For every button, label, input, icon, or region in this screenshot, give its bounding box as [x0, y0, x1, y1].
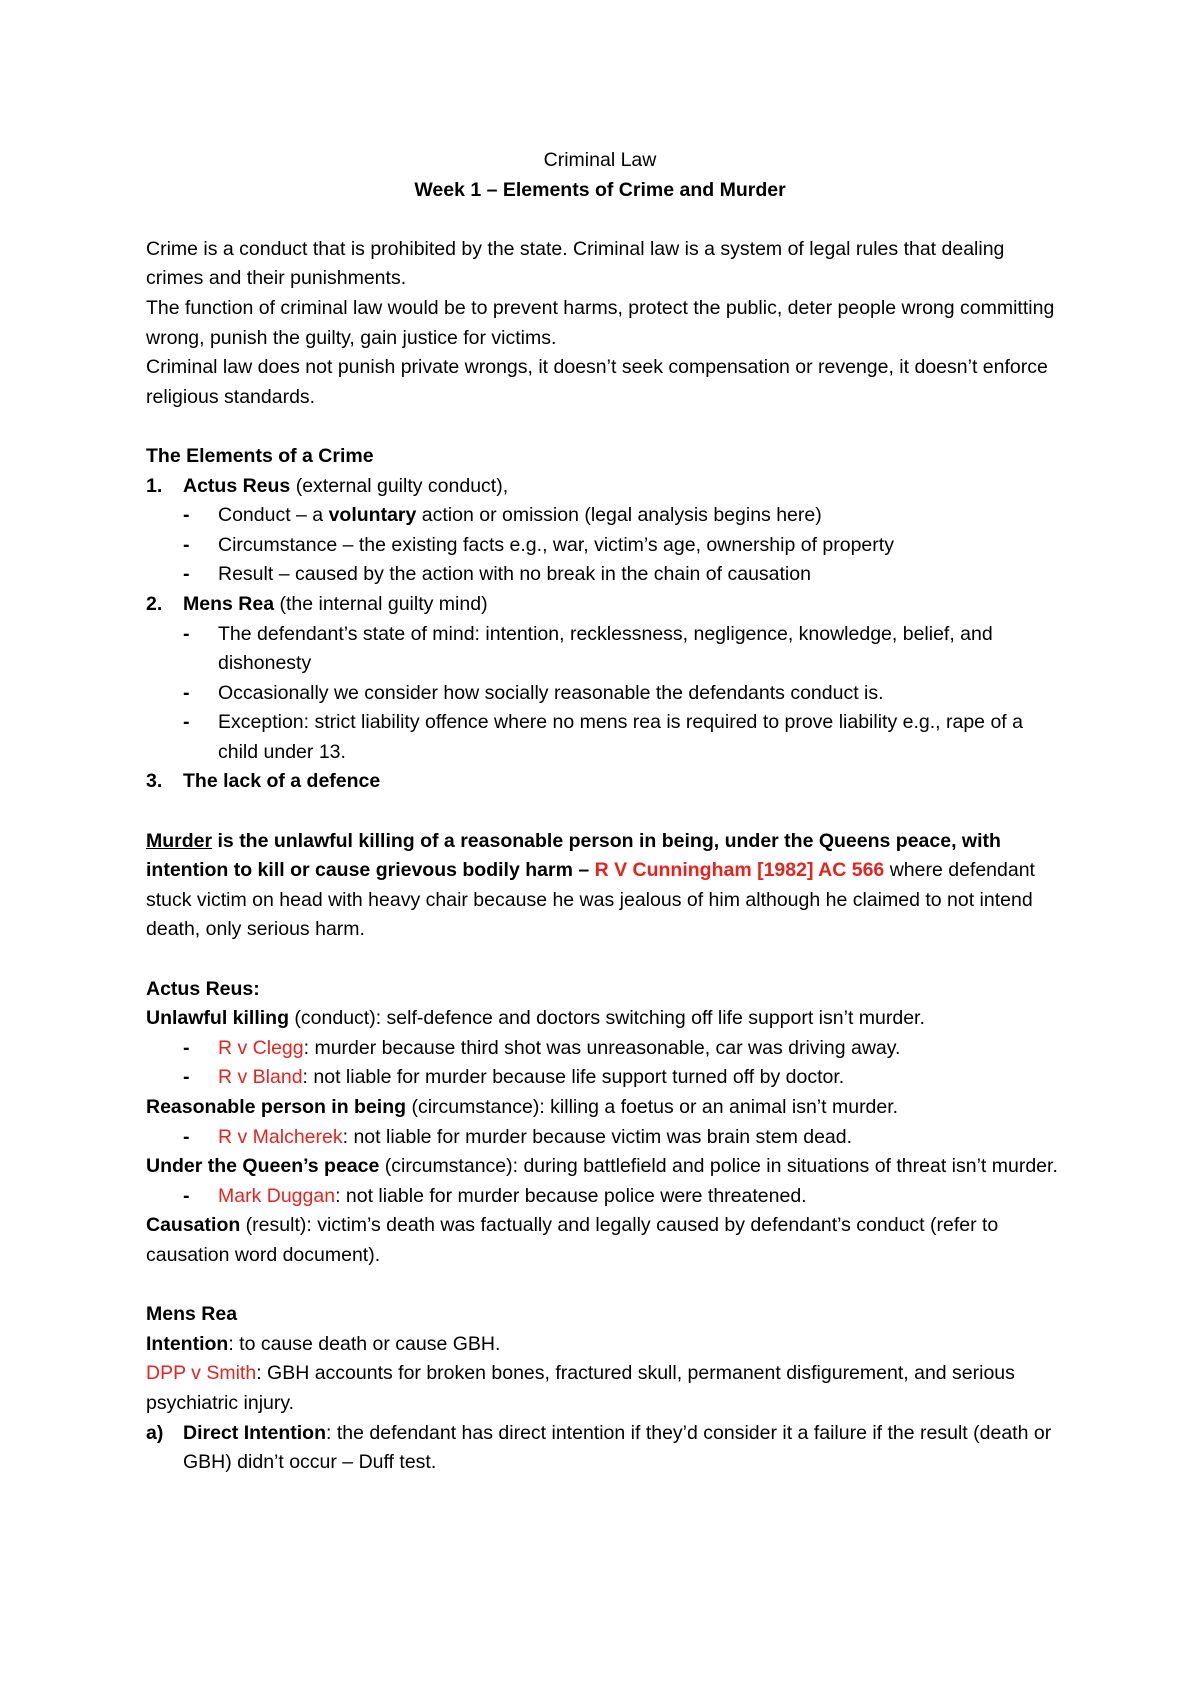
list-letter: a) — [146, 1421, 164, 1444]
case-reference: R v Malcherek — [218, 1125, 343, 1148]
intro-paragraph-3: Criminal law does not punish private wrongs, it doesn’t seek compensation or revenge, it doesn’t enforce religious standards. — [146, 356, 1048, 408]
bullet-item: - Circumstance – the existing facts e.g., war, victim’s age, ownership of property — [183, 533, 894, 556]
case-bullet: - R v Clegg: murder because third shot was unreasonable, car was driving away. — [183, 1036, 901, 1059]
elements-list — [146, 472, 1060, 798]
case-reference: R v Bland — [218, 1066, 303, 1089]
murder-definition: Murder is the unlawful killing of a reasonable person in being, under the Queens peace, with intention to kill or cause grievous bodily harm – R V Cunningham [1982] AC 566 where defendant stuck victim on head with heavy chair because he was jealous of him although he claimed to not intend death, only serious harm. — [146, 829, 1035, 941]
mens-rea-term: Mens Rea — [183, 592, 275, 615]
list-number: 3. — [146, 770, 163, 793]
elements-heading: The Elements of a Crime — [146, 444, 374, 467]
list-item — [146, 590, 1060, 620]
queens-peace-paragraph: Under the Queen’s peace (circumstance): during battlefield and police in situations of threat isn’t murder. — [146, 1155, 1058, 1178]
case-reference: R V Cunningham [1982] AC 566 — [594, 859, 885, 882]
lack-of-defence-term: The lack of a defence — [183, 770, 381, 793]
bullet-item: - The defendant’s state of mind: intention, recklessness, negligence, knowledge, belief, and dishonesty — [183, 622, 993, 675]
document-title: Criminal Law — [543, 149, 657, 171]
list-number: 1. — [146, 474, 163, 497]
list-item — [146, 472, 1060, 502]
murder-term: Murder — [146, 829, 213, 852]
intro-paragraph-2: The function of criminal law would be to prevent harms, protect the public, deter people wrong committing wrong, punish the guilty, gain justice for victims. — [146, 296, 1055, 349]
list-number: 2. — [146, 592, 163, 615]
reasonable-person-paragraph: Reasonable person in being (circumstance): killing a foetus or an animal isn’t murder. — [146, 1096, 899, 1118]
document-subtitle: Week 1 – Elements of Crime and Murder — [414, 178, 786, 201]
list-item — [146, 767, 1060, 797]
case-bullet: - R v Bland: not liable for murder because life support turned off by doctor. — [183, 1066, 845, 1089]
bullet-item: - Conduct – a voluntary action or omission (legal analysis begins here) — [183, 504, 822, 527]
case-bullet: - Mark Duggan: not liable for murder because police were threatened. — [183, 1184, 807, 1207]
case-bullet: - R v Malcherek: not liable for murder because victim was brain stem dead. — [183, 1125, 853, 1148]
dpp-smith-paragraph: DPP v Smith: GBH accounts for broken bones, fractured skull, permanent disfigurement, and serious psychiatric injury. — [146, 1362, 1015, 1414]
intention-paragraph: Intention: to cause death or cause GBH. — [146, 1332, 501, 1355]
intro-paragraph-1: Crime is a conduct that is prohibited by the state. Criminal law is a system of legal rules that dealing crimes and their punishments. — [146, 237, 1005, 290]
bullet-item: - Result – caused by the action with no break in the chain of causation — [183, 563, 811, 586]
case-reference: Mark Duggan — [218, 1184, 336, 1207]
list-item: a) Direct Intention: the defendant has direct intention if they’d consider it a failure if the result (death or GBH) didn’t occur – Duff test. — [146, 1419, 1060, 1478]
actus-reus-heading: Actus Reus: — [146, 977, 260, 1000]
case-reference: DPP v Smith — [146, 1362, 257, 1385]
mens-rea-heading: Mens Rea — [146, 1303, 238, 1326]
actus-reus-desc: (external guilty conduct), — [290, 474, 509, 497]
document-title-block — [140, 146, 1060, 205]
case-reference: R v Clegg — [218, 1036, 304, 1059]
mens-rea-desc: (the internal guilty mind) — [274, 592, 488, 615]
actus-reus-term: Actus Reus — [183, 474, 291, 497]
bullet-item: - Exception: strict liability offence where no mens rea is required to prove liability e.g., rape of a child under 13. — [183, 711, 1023, 763]
causation-paragraph: Causation (result): victim’s death was factually and legally caused by defendant’s conduct (refer to causation word document). — [146, 1214, 999, 1266]
bullet-item: - Occasionally we consider how socially reasonable the defendants conduct is. — [183, 681, 884, 704]
unlawful-killing-paragraph: Unlawful killing (conduct): self-defence and doctors switching off life support isn’t murder. — [146, 1007, 925, 1030]
